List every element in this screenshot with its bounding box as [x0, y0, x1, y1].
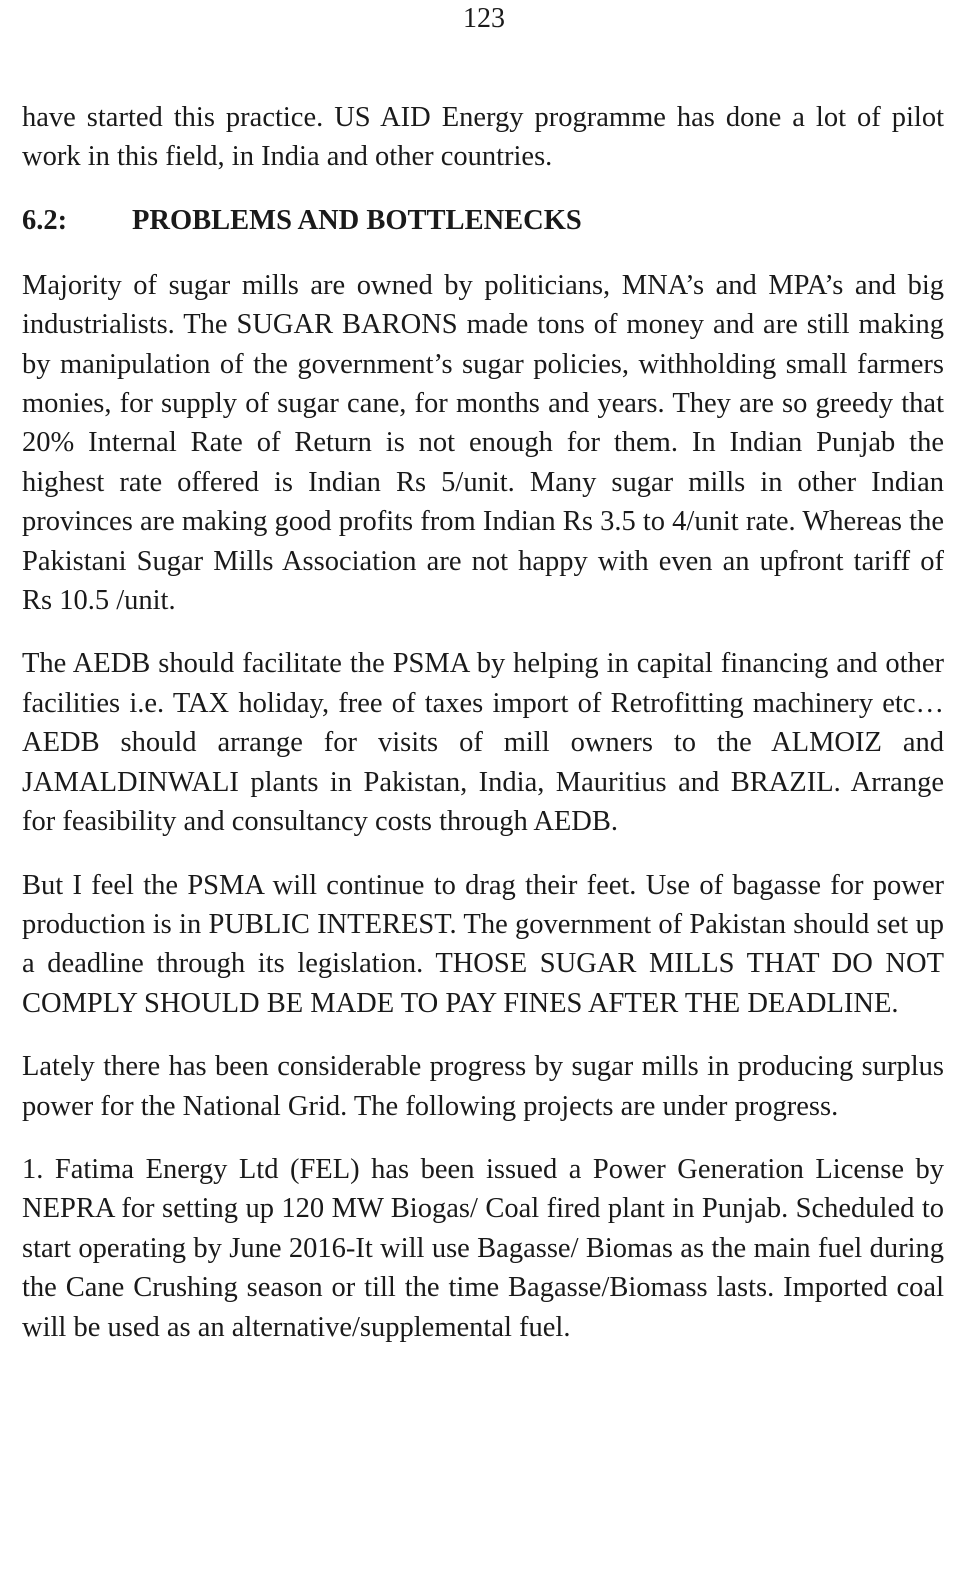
section-title: PROBLEMS AND BOTTLENECKS	[132, 204, 582, 236]
section-number: 6.2:	[22, 204, 68, 236]
paragraph-sugar-barons: Majority of sugar mills are owned by politicians, MNA’s and MPA’s and big industrialists. The SUGAR BARONS made tons of money and are still making by manipulation of the government’s sugar policies, withholding small farmers monies, for supply of sugar cane, for months and years. They are so greedy that 20% Internal Rate of Return is not enough for them. In Indian Punjab the highest rate offered is Indian Rs 5/unit. Many sugar mills in other Indian provinces are making good profits from Indian Rs 3.5 to 4/unit rate. Whereas the Pakistani Sugar Mills Association are not happy with even an upfront tariff of Rs 10.5 /unit.	[22, 269, 944, 617]
paragraph-intro-continuation: have started this practice. US AID Energy programme has done a lot of pilot work in this field, in India and other countries.	[22, 102, 944, 173]
paragraph-psma-deadline: But I feel the PSMA will continue to drag their feet. Use of bagasse for power production is in PUBLIC INTEREST. The government of Pakistan should set up a deadline through its legislation. THOSE SUGAR MILLS THAT DO NOT COMPLY SHOULD BE MADE TO PAY FINES AFTER THE DEADLINE.	[22, 869, 944, 1019]
page-number: 123	[463, 3, 505, 34]
paragraph-progress: Lately there has been considerable progress by sugar mills in producing surplus power for the National Grid. The following projects are under progress.	[22, 1051, 944, 1122]
paragraph-aedb: The AEDB should facilitate the PSMA by helping in capital financing and other facilities i.e. TAX holiday, free of taxes import of Retrofitting machinery etc… AEDB should arrange for visits of mill owners to the ALMOIZ and JAMALDINWALI plants in Pakistan, India, Mauritius and BRAZIL. Arrange for feasibility and consultancy costs through AEDB.	[22, 648, 944, 838]
section-heading	[22, 201, 944, 240]
paragraph-fatima-energy: 1. Fatima Energy Ltd (FEL) has been issued a Power Generation License by NEPRA for setting up 120 MW Biogas/ Coal fired plant in Punjab. Scheduled to start operating by June 2016-It will use Bagasse/ Biomas as the main fuel during the Cane Crushing season or till the time Bagasse/Biomass lasts. Imported coal will be used as an alternative/supplemental fuel.	[22, 1153, 944, 1343]
page-body	[22, 98, 944, 1371]
